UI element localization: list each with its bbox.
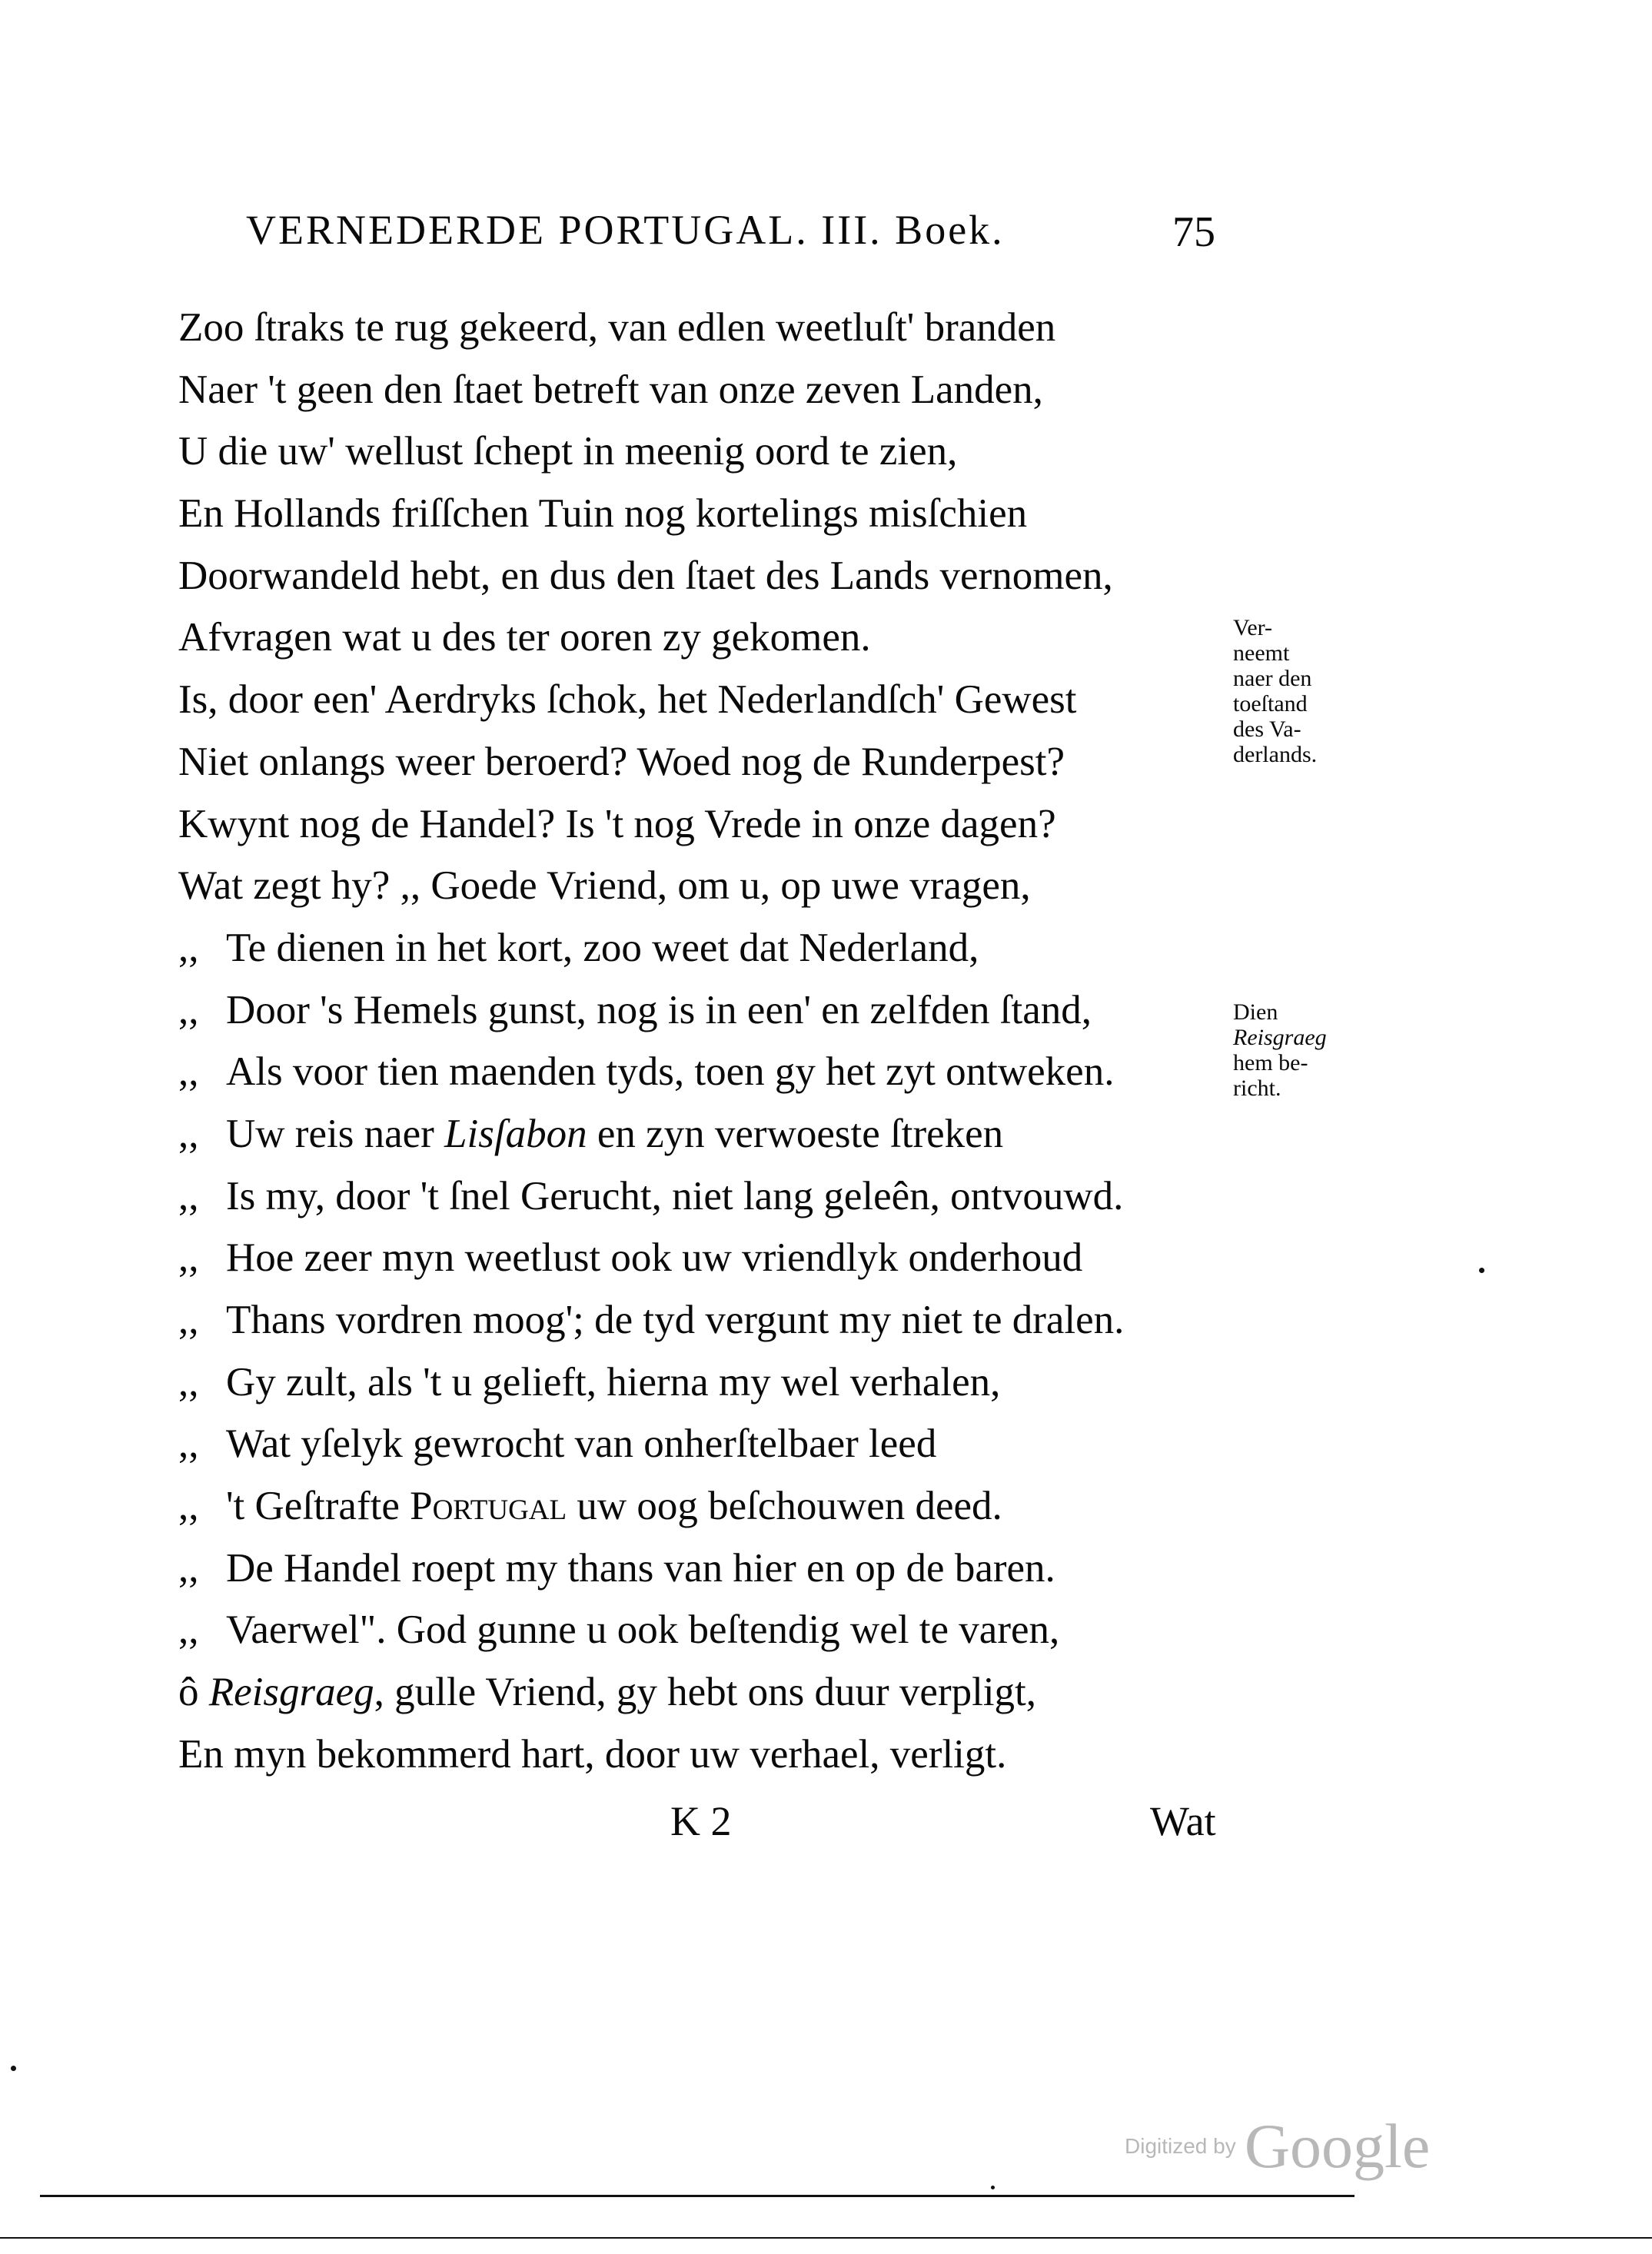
line-text: De Handel roept my thans van hier en op de baren. <box>226 1545 1055 1591</box>
quote-mark: ,, <box>178 1484 199 1529</box>
poem-line <box>178 303 1270 365</box>
page-number: 75 <box>1172 208 1215 256</box>
poem-line <box>178 1730 1270 1792</box>
line-text: Reisgraeg <box>208 1670 374 1715</box>
poem-line <box>178 1233 1270 1295</box>
line-text: Wat yſelyk gewrocht van onherſtelbaer leed <box>226 1421 937 1467</box>
running-title: VERNEDERDE PORTUGAL. III. Boek. <box>246 207 1005 253</box>
poem-line <box>178 365 1270 427</box>
line-text: Gy zult, als 't u gelieft, hierna my wel verhalen, <box>226 1359 1001 1405</box>
margin-note-line: derlands. <box>1233 742 1318 767</box>
poem-line <box>178 489 1270 551</box>
poem-line <box>178 800 1270 862</box>
print-speck <box>1479 1268 1484 1273</box>
quote-mark: ,, <box>178 1421 199 1467</box>
quote-mark: ,, <box>178 1173 199 1218</box>
line-text: 't Geſtrafte <box>226 1484 411 1529</box>
margin-note-line: neemt <box>1233 640 1290 666</box>
poem-line <box>178 1544 1270 1606</box>
line-text: Niet onlangs weer beroerd? Woed nog de Runderpest? <box>178 739 1065 784</box>
poem-line <box>178 1109 1270 1172</box>
running-header <box>246 206 1222 268</box>
poem-line <box>178 675 1270 737</box>
quote-mark: ,, <box>178 1545 199 1591</box>
poem-line <box>178 923 1270 986</box>
margin-note-line: Dien <box>1233 999 1278 1025</box>
margin-note-line: Ver- <box>1233 615 1273 640</box>
line-text: Naer 't geen den ſtaet betreft van onze zeven Landen, <box>178 367 1043 412</box>
line-text: En myn bekommerd hart, door uw verhael, verligt. <box>178 1731 1007 1777</box>
google-logo: Google <box>1244 2111 1431 2181</box>
poem-line <box>178 1667 1270 1730</box>
margin-note-line: richt. <box>1233 1075 1281 1101</box>
poem-line <box>178 1605 1270 1667</box>
poem-line <box>178 551 1270 613</box>
poem-line <box>178 1358 1270 1420</box>
line-text: Te dienen in het kort, zoo weet dat Nederland, <box>226 925 979 970</box>
poem-text <box>178 303 1270 1792</box>
line-text: Is, door een' Aerdryks ſchok, het Nederlandſch' Gewest <box>178 677 1077 723</box>
line-text: Uw reis naer <box>226 1111 445 1156</box>
quote-mark: ,, <box>178 987 199 1032</box>
print-speck <box>11 2066 16 2071</box>
poem-line <box>178 1172 1270 1234</box>
poem-line <box>178 427 1270 489</box>
quote-mark: ,, <box>178 1049 199 1095</box>
print-speck <box>991 2186 995 2189</box>
line-text: Wat zegt hy? ,, Goede Vriend, om u, op uwe vragen, <box>178 863 1031 909</box>
line-text: Als voor tien maenden tyds, toen gy het zyt ontweken. <box>226 1049 1115 1095</box>
page-edge-line <box>40 2195 1355 2197</box>
quote-mark: ,, <box>178 1607 199 1653</box>
margin-note-1 <box>1233 615 1317 767</box>
signature-mark: K 2 <box>670 1798 732 1844</box>
line-text: uw oog beſchouwen deed. <box>567 1484 1002 1529</box>
catchword: Wat <box>1150 1798 1216 1844</box>
line-text: Door 's Hemels gunst, nog is in een' en zelfden ſtand, <box>226 987 1092 1032</box>
line-text: Thans vordren moog'; de tyd vergunt my niet te dralen. <box>226 1298 1125 1342</box>
line-text: , gulle Vriend, gy hebt ons duur verpligt, <box>374 1670 1037 1715</box>
quote-mark: ,, <box>178 925 199 970</box>
poem-line <box>178 737 1270 800</box>
digitized-watermark <box>1125 2110 1430 2183</box>
poem-line <box>178 1481 1270 1544</box>
line-text: U die uw' wellust ſchept in meenig oord te zien, <box>178 429 958 474</box>
quote-mark: ,, <box>178 1359 199 1405</box>
line-text: en zyn verwoeste ſtreken <box>587 1111 1004 1156</box>
quote-mark: ,, <box>178 1235 199 1281</box>
margin-note-line: naer den <box>1233 666 1312 691</box>
line-text: Doorwandeld hebt, en dus den ſtaet des Lands vernomen, <box>178 553 1113 598</box>
line-text: Kwynt nog de Handel? Is 't nog Vrede in onze dagen? <box>178 801 1056 846</box>
line-text: Lisſabon <box>444 1111 587 1156</box>
margin-note-line: des Va- <box>1233 716 1301 742</box>
line-text: Afvragen wat u des ter ooren zy gekomen. <box>178 615 871 660</box>
line-text: Zoo ſtraks te rug gekeerd, van edlen weetluſt' branden <box>178 305 1056 350</box>
poem-line <box>178 1419 1270 1481</box>
margin-note-line: toeſtand <box>1233 691 1308 716</box>
poem-line <box>178 1295 1270 1358</box>
poem-line <box>178 861 1270 923</box>
margin-note-2 <box>1233 999 1327 1101</box>
quote-mark: ,, <box>178 1111 199 1156</box>
quote-mark: ,, <box>178 1298 199 1342</box>
page-edge-line-lower <box>0 2237 1652 2239</box>
margin-note-line: Reisgraeg <box>1233 1025 1327 1050</box>
poem-line <box>178 613 1270 675</box>
line-text: En Hollands friſſchen Tuin nog kortelings misſchien <box>178 491 1028 537</box>
line-text: Hoe zeer myn weetlust ook uw vriendlyk onderhoud <box>226 1235 1083 1281</box>
poem-line <box>178 1047 1270 1109</box>
line-text: Portugal <box>410 1484 567 1529</box>
line-text: ô <box>178 1670 209 1715</box>
line-text: Vaerwel". God gunne u ook beſtendig wel te varen, <box>226 1607 1060 1653</box>
margin-note-line: hem be- <box>1233 1050 1308 1075</box>
line-text: Is my, door 't ſnel Gerucht, niet lang geleên, ontvouwd. <box>226 1173 1124 1218</box>
digitized-by-text: Digitized by <box>1125 2134 1236 2158</box>
poem-line <box>178 986 1270 1048</box>
